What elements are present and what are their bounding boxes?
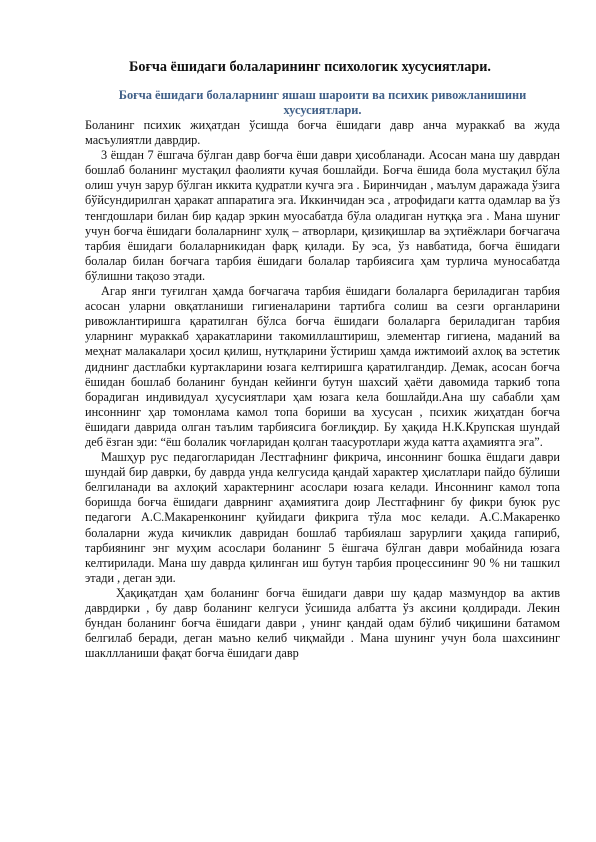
paragraph-4: Машҳур рус педагогларидан Лестгафнинг фикрича, инсоннинг бошка ёшдаги даври шундай бир даврки, бу даврда унда келгусида қандай характер ҳислатлари пайдо бўлиши белгиланади ва ахлоқий характернинг асослари юзага келади. Инсоннинг камол топа боришда боғча ёшидаги даврнинг аҳамиятига доир Лестгафнинг бу фикри буюк рус педагоги А.С.Макаренконинг қуйидаги фикрига тўла мос келади. А.С.Макаренко болаларни жуда кичиклик давридан бошлаб тарбиялаш зарурлиги ҳақида гапириб, тарбиянинг энг муҳим асослари боланинг 5 ёшгача бўлган даври мобайнида юзага келтирилади. Мана шу даврда қилинган иш бутун тарбия процессининг 90 % ни ташкил этади , деган эди. bbox=[85, 450, 560, 585]
paragraph-3: Агар янги туғилган ҳамда боғчагача тарбия ёшидаги болаларга бериладиган тарбия асосан уларни овқатланиши гигиеналарини тартибга солиш ва сезги органларини ривожлантиришга қаратилган бўлса боғча ёшидаги болаларга бериладиган тарбия уларнинг мураккаб ҳаракатларини такомиллаштириш, элементар гигиена, маданий ва меҳнат малакалари ҳосил қилиш, нутқларини ўстириш ҳамда ижтимоий ахлоқ ва эстетик диднинг дастлабки куртакларини юзага келтиришга қаратилгандир. Демак, асосан боғча ёшидан бошлаб боланинг бундан кейинги бутун шахсий ҳаёти давомида таркиб топа борадиган индивидуал ҳусусиятлари ҳам юзага кела бошлайди.Ана шу сабабли ҳам инсоннинг ҳар томонлама камол топа бориши ва хусусан , психик жиҳатдан боғча ёшидаги даврида олган таълим тарбиясига боғлиқдир. Бу ҳақида Н.К.Крупская шундай деб ёзган эди: “ёш болалик чоғларидан қолган таасуротлари жуда катта аҳамиятга эга”. bbox=[85, 284, 560, 449]
paragraph-1: Боланинг психик жиҳатдан ўсишда боғча ёшидаги давр анча мураккаб ва жуда масъулиятли даврдир. bbox=[85, 118, 560, 148]
paragraph-5: Ҳақиқатдан ҳам боланинг боғча ёшидаги даври шу қадар мазмундор ва актив даврдирки , бу давр боланинг келгуси ўсишида албатта ўз аксини қолдиради. Лекин бундан боланинг боғча ёшидаги даври , унинг қандай одам бўлиб чиқишини батамом белгилаб беради, деган маъно келиб чиқмайди . Мана шунинг учун бола шахсининг шакллланиши фақат боғча ёшидаги давр bbox=[85, 585, 560, 661]
section-subtitle: Боғча ёшидаги болаларнинг яшаш шароити ва психик ривожланишини хусусиятлари. bbox=[118, 88, 527, 117]
paragraph-2: 3 ёшдан 7 ёшгача бўлган давр боғча ёши даври ҳисобланади. Асосан мана шу даврдан бошлаб боланинг мустақил фаолияти кучая бошлайди. Боғча ёшида бола мустақил бўла олиш учун зарур бўлган иккита қудратли кучга эга . Биринчидан , маълум даражада ўзига бўйсундирилган ҳаракат аппаратига эга. Иккинчидан эса , атрофидаги катта одамлар ва ўз тенгдошлари билан бир қадар эркин муосабатда бўла оладиган нутққа эга . Мана шуниг учун боғча ёшидаги болаларнинг хулқ – атворлари, қизиқишлар ва эҳтиёжлари боғчагача тарбия ёшидаги болаларникидан фарқ қилади. Бу эса, ўз навбатида, боғча ёшидаги болалар билан боғчага тарбия ёшидаги болалар тарбиясига ҳам турлича муносабатда бўлишни тақозо этади. bbox=[85, 148, 560, 283]
document-page bbox=[85, 58, 560, 661]
document-title: Боғча ёшидаги болаларининг психологик хусусиятлари. bbox=[129, 59, 491, 75]
